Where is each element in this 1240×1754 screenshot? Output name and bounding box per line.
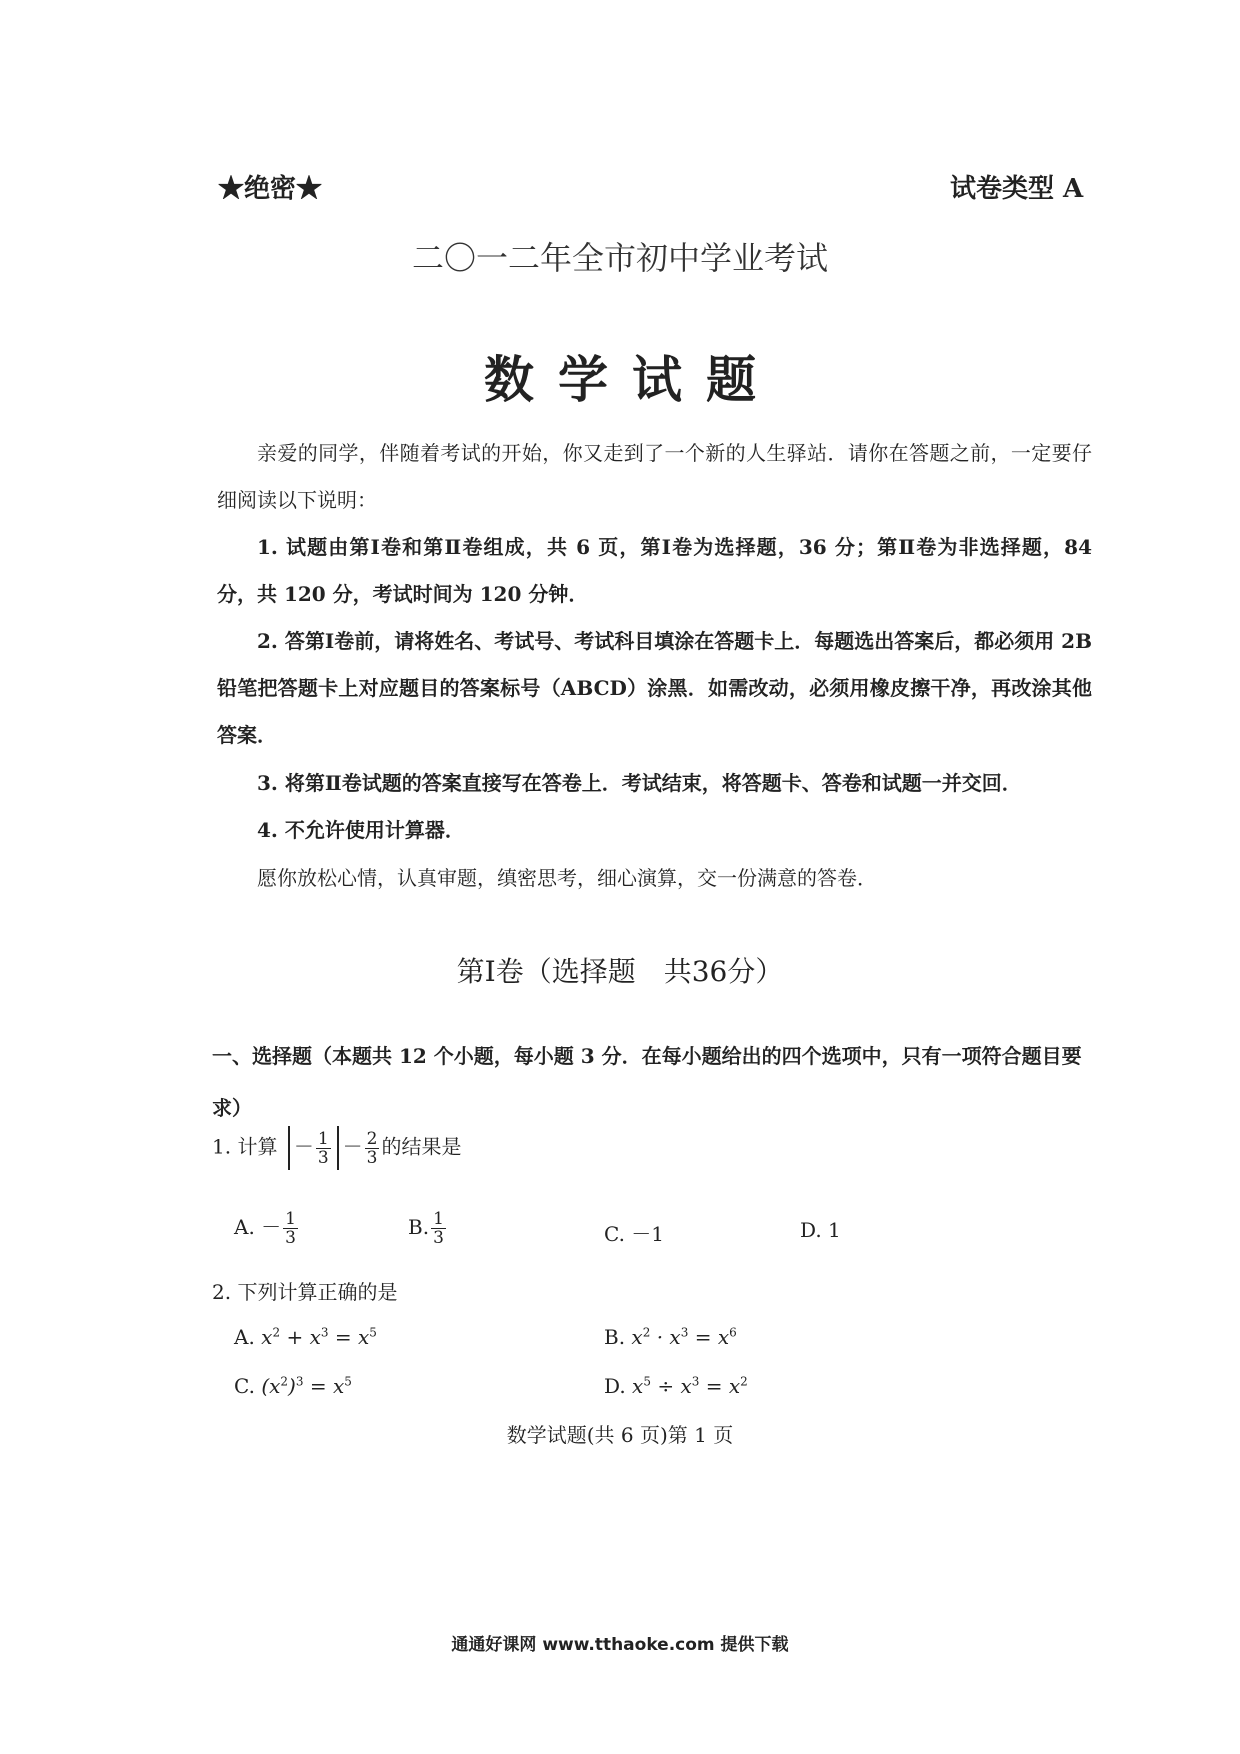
page-number: 数学试题(共 6 页)第 1 页 [506,1423,734,1447]
exam-name: 二〇一二年全市初中学业考试 [411,239,828,277]
subject-title: 数学试题 [484,350,780,409]
q1-option-c: C. －1 [604,1222,665,1246]
part-heading: 一、选择题（本题共 12 个小题，每小题 3 分．在每小题给出的四个选项中，只有一项符合题目要求） [212,1044,1082,1120]
q1-option-b: B. $\frac{1}{3}$ [408,1209,444,1248]
q2-option-a: A. $x^2 + x^3 = x^5$ [234,1325,377,1349]
section-title: 第Ⅰ卷（选择题 共36分） [456,955,784,988]
q1-option-d: D. 1 [800,1218,841,1242]
paper-type-label: 试卷类型 A [950,174,1084,204]
fraction: $\frac{1}{3}$ [317,1128,329,1168]
q2-option-d: D. $x^5 \div x^3 = x^2$ [604,1374,748,1398]
question-stem: 下列计算正确的是 [237,1280,398,1304]
q2-option-b: B. $x^2 \cdot x^3 = x^6$ [604,1325,737,1349]
minus-sign: － [293,1134,314,1159]
intro-wish: 愿你放松心情，认真审题，缜密思考，细心演算，交一份满意的答卷． [257,866,877,890]
q1-option-a: A. － $\frac{1}{3}$ [234,1209,296,1248]
download-note: 通通好课网 www.tthaoke.com 提供下载 [451,1635,789,1655]
abs-bar-right [337,1126,339,1170]
question-number: 1. [212,1134,232,1159]
classification-label: ★绝密★ [218,174,323,204]
rule-2: 2. 答第Ⅰ卷前，请将姓名、考试号、考试科目填涂在答题卡上．每题选出答案后，都必须用 2B 铅笔把答题卡上对应题目的答案标号（ABCD）涂黑．如需改动，必须用橡皮擦干净，再改涂其他答案． [217,629,1092,747]
rule-4: 4. 不允许使用计算器． [257,818,465,842]
rule-3: 3. 将第Ⅱ卷试题的答案直接写在答卷上．考试结束，将答题卡、答卷和试题一并交回． [257,771,1022,795]
question-stem-prefix: 计算 [237,1134,278,1159]
minus-sign: － [342,1134,363,1159]
rule-1: 1. 试题由第Ⅰ卷和第Ⅱ卷组成，共 6 页，第Ⅰ卷为选择题，36 分；第Ⅱ卷为非选择题，84 分，共 120 分，考试时间为 120 分钟． [217,535,1092,606]
intro-greeting: 亲爱的同学，伴随着考试的开始，你又走到了一个新的人生驿站．请你在答题之前，一定要仔细阅读以下说明： [217,441,1092,512]
fraction: $\frac{2}{3}$ [366,1128,378,1168]
q2-option-c: C. $(x^2)^3 = x^5$ [234,1374,352,1398]
abs-bar-left [288,1126,290,1170]
question-2 [212,1276,397,1305]
question-stem-suffix: 的结果是 [381,1134,462,1159]
question-1 [212,1126,461,1170]
question-number: 2. [212,1280,232,1304]
